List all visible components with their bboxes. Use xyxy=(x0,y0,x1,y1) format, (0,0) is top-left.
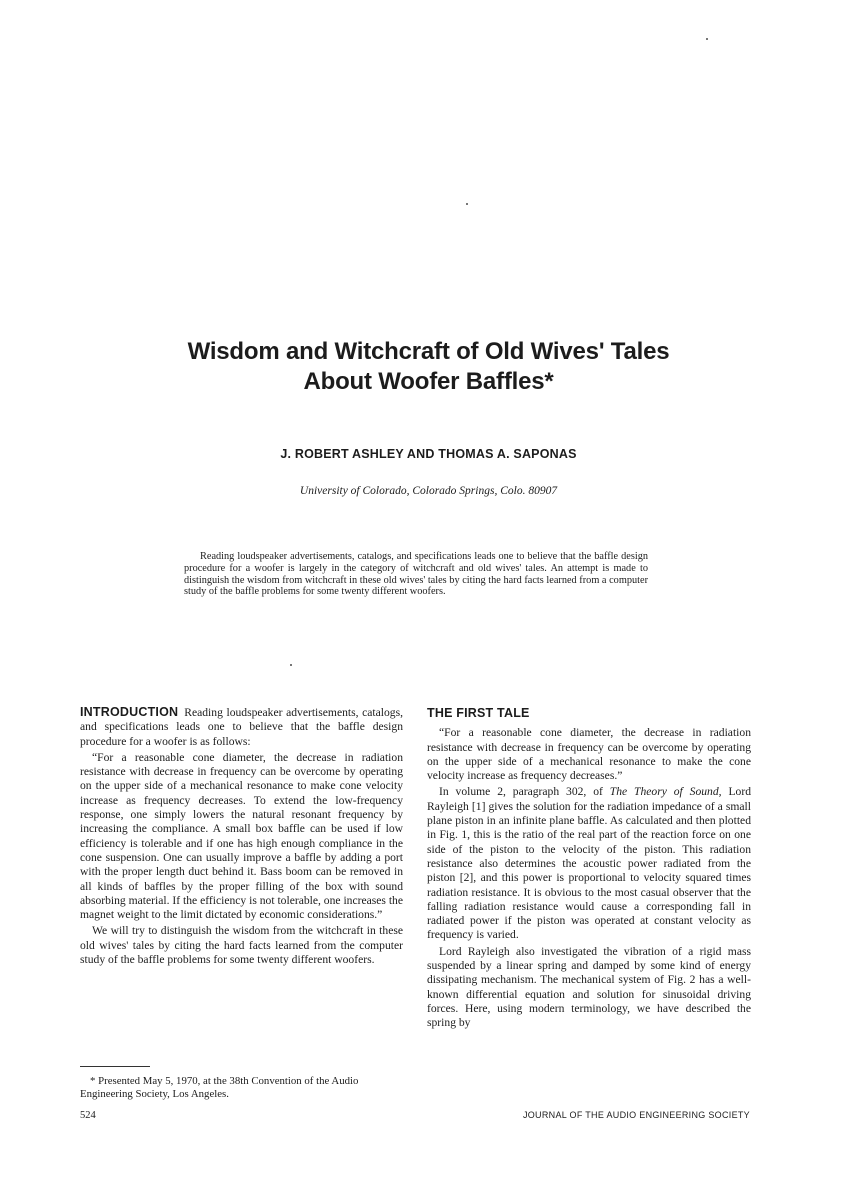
paper-title xyxy=(120,337,737,397)
intro-paragraph-2: We will try to distinguish the wisdom from the witchcraft in these old wives' tales by citing the hard facts learned from the computer study of the baffle problems for some twenty different woofers. xyxy=(80,924,403,967)
abstract: Reading loudspeaker advertisements, catalogs, and specifications leads one to believe that the baffle design procedure for a woofer is largely in the category of witchcraft and old wives' tales. An attempt is made to distinguish the wisdom from witchcraft in these old wives' tales by citing the hard facts learned from a computer study of the baffle problems for some twenty different woofers. xyxy=(184,551,648,598)
scan-speck xyxy=(290,664,292,666)
footnote-rule xyxy=(80,1066,150,1067)
author-affiliation: University of Colorado, Colorado Springs, Colo. 80907 xyxy=(299,485,558,497)
book-title-theory-of-sound: The Theory of Sound, xyxy=(609,785,722,799)
first-tale-paragraph-3: Lord Rayleigh also investigated the vibration of a rigid mass suspended by a linear spring and damped by some kind of energy dissipating mechanism. The mechanical system of Fig. 2 has a well-known differential equation and solution for sinusoidal driving forces. Here, using modern terminology, we have described the spring by xyxy=(427,944,751,1030)
page-number: 524 xyxy=(80,1110,96,1121)
right-column xyxy=(427,705,751,1033)
section-heading-first-tale: THE FIRST TALE xyxy=(427,706,530,720)
left-column xyxy=(80,705,403,969)
journal-running-footer: JOURNAL OF THE AUDIO ENGINEERING SOCIETY xyxy=(522,1110,750,1120)
first-tale-quote: “For a reasonable cone diameter, the decrease in radiation resistance with decrease in frequency can be overcome by operating on the upper side of a mechanical resonance to make the cone velocity increase as frequency decreases.” xyxy=(427,726,751,783)
intro-paragraph xyxy=(80,705,403,749)
first-tale-paragraph-2 xyxy=(427,785,751,942)
intro-quote-paragraph: “For a reasonable cone diameter, the decrease in radiation resistance with decrease in frequency can be overcome by operating on the upper side of a mechanical resonance to make cone velocity increase as frequency decreases. To extend the low-frequency response, one simply lowers the natural resonant frequency by increasing the compliance. A small box baffle can be used if low efficiency is tolerable and if one has high enough compliance in the cone suspension. One can usually improve a baffle by adding a port with the proper length duct behind it. Bass boom can be removed in all kinds of baffles by the proper filling of the box with sound absorbing material. If the efficiency is not tolerable, one increases the magnet weight to the limit dictated by economic considerations.” xyxy=(80,750,403,922)
author-list: J. ROBERT ASHLEY AND THOMAS A. SAPONAS xyxy=(280,447,577,461)
scan-speck xyxy=(706,38,708,40)
paragraph-2-opening: In volume 2, paragraph 302, of xyxy=(439,785,610,799)
paper-title-line-2: About Woofer Baffles* xyxy=(303,368,554,395)
scan-speck xyxy=(466,203,468,205)
paper-title-line-1: Wisdom and Witchcraft of Old Wives' Tales xyxy=(187,338,670,365)
intro-lead-text: Reading loudspeaker advertisements, catalogs, and specifications leads one to believe that the baffle design procedure for a woofer is as follows: xyxy=(80,706,403,748)
footnote: * Presented May 5, 1970, at the 38th Convention of the Audio Engineering Society, Los Angeles. xyxy=(80,1075,359,1100)
paragraph-2-body: Lord Rayleigh [1] gives the solution for the radiation impedance of a small plane piston in an infinite plane baffle. As calculated and then plotted in Fig. 1, this is the ratio of the real part of the reaction force on one side of the piston to the velocity of the piston. This radiation resistance also determines the acoustic power radiated from the piston [2], and this power is proportional to velocity squared times radiation resistance. It is obvious to the most casual observer that the falling radiation resistance would cause a corresponding fall in radiated power if the piston was operated at constant velocity as frequency is varied. xyxy=(427,785,751,942)
section-heading-introduction: INTRODUCTION xyxy=(80,705,179,719)
